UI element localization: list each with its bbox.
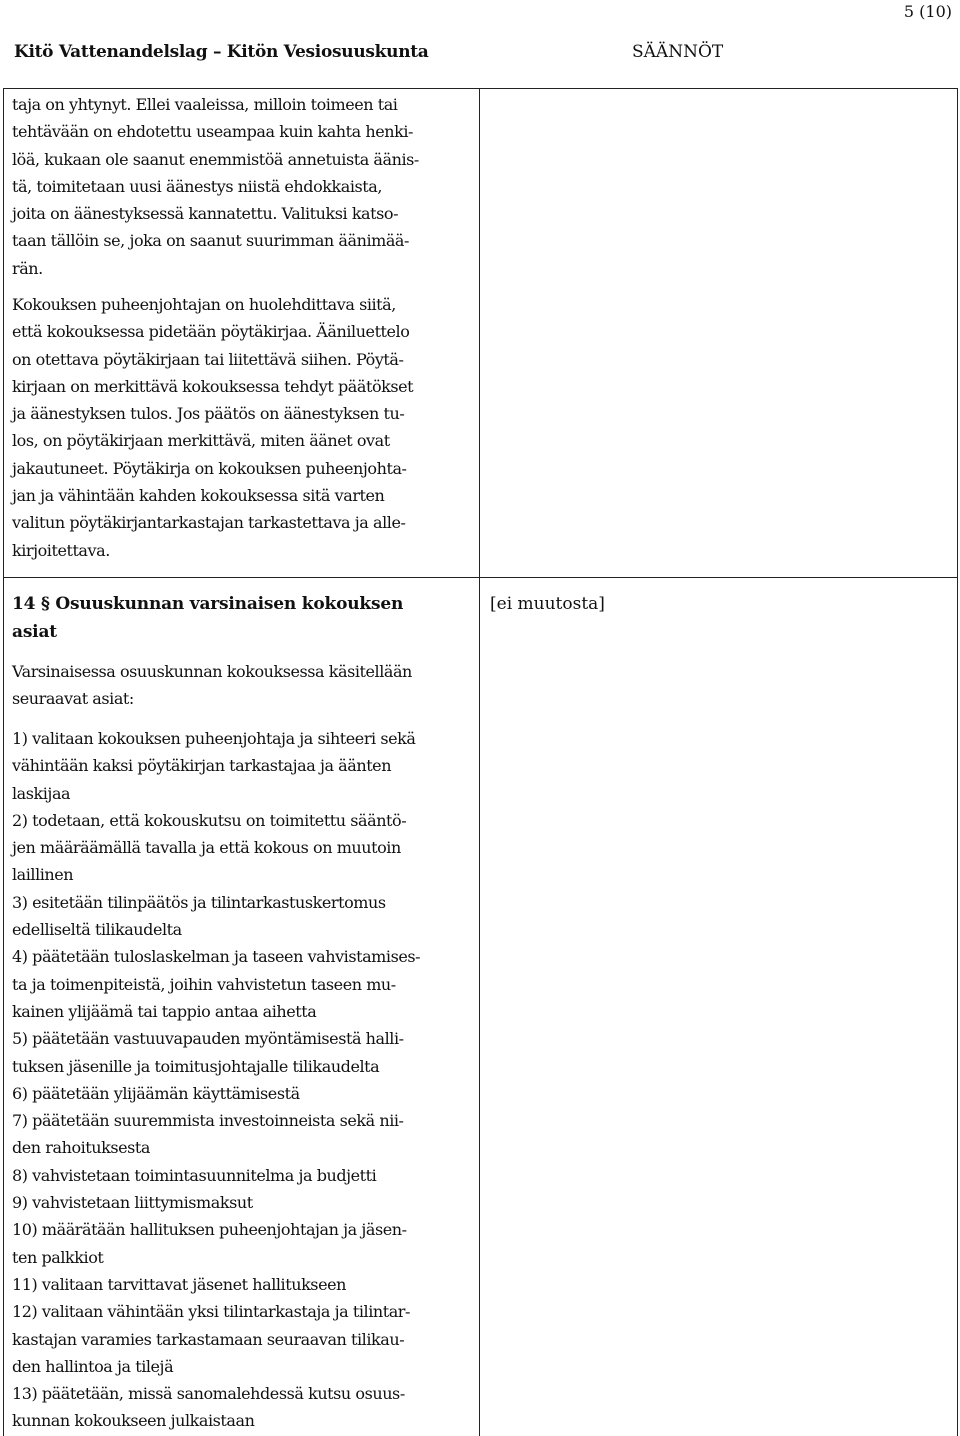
- list-item-line: 6) päätetään ylijäämän käyttämisestä: [12, 1083, 300, 1103]
- table-right-border: [957, 88, 958, 1436]
- text-line: että kokouksessa pidetään pöytäkirjaa. Ääniluettelo: [12, 322, 410, 342]
- text-line: tä, toimitetaan uusi äänestys niistä ehdokkaista,: [12, 176, 382, 196]
- list-item-line: vähintään kaksi pöytäkirjan tarkastajaa ja äänten: [12, 756, 392, 776]
- table-column-divider: [479, 88, 480, 1436]
- text-line: joita on äänestyksessä kannatettu. Valituksi katso-: [12, 204, 399, 224]
- table-row-divider: [3, 577, 958, 578]
- paragraph-voting-rules: [12, 91, 478, 282]
- paragraph-meeting-minutes: [12, 291, 478, 564]
- page-number: 5 (10): [903, 2, 952, 21]
- list-item-line: kunnan kokoukseen julkaistaan: [12, 1411, 255, 1431]
- list-item-line: 8) vahvistetaan toimintasuunnitelma ja budjetti: [12, 1165, 377, 1185]
- change-note: [ei muutosta]: [490, 594, 605, 614]
- table-left-border: [3, 88, 4, 1436]
- list-item-line: 2) todetaan, että kokouskutsu on toimitettu sääntö-: [12, 810, 407, 830]
- list-item-line: kastajan varamies tarkastamaan seuraavan tilikau-: [12, 1329, 405, 1349]
- list-item-line: 1) valitaan kokouksen puheenjohtaja ja sihteeri sekä: [12, 729, 416, 748]
- heading-line: asiat: [12, 621, 57, 642]
- list-item-line: laskijaa: [12, 783, 71, 803]
- list-item-line: 10) määrätään hallituksen puheenjohtajan ja jäsen-: [12, 1220, 407, 1240]
- list-item-line: tuksen jäsenille ja toimitusjohtajalle tilikaudelta: [12, 1056, 380, 1076]
- text-line: Kokouksen puheenjohtajan on huolehdittava siitä,: [12, 295, 396, 314]
- list-item-line: ten palkkiot: [12, 1247, 104, 1267]
- text-line: seuraavat asiat:: [12, 689, 134, 709]
- table-top-border: [3, 88, 958, 89]
- list-item-line: 13) päätetään, missä sanomalehdessä kutsu osuus-: [12, 1384, 405, 1404]
- list-item-line: 5) päätetään vastuuvapauden myöntämisestä halli-: [12, 1029, 404, 1049]
- section-14-agenda-list: [12, 725, 478, 1435]
- text-line: los, on pöytäkirjaan merkittävä, miten äänet ovat: [12, 431, 390, 451]
- text-line: ja äänestyksen tulos. Jos päätös on äänestyksen tu-: [12, 404, 405, 424]
- text-line: jakautuneet. Pöytäkirja on kokouksen puheenjohta-: [12, 458, 407, 478]
- list-item-line: den hallintoa ja tilejä: [12, 1356, 174, 1376]
- list-item-line: kainen ylijäämä tai tappio antaa aihetta: [12, 1001, 317, 1021]
- list-item-line: laillinen: [12, 865, 74, 885]
- text-line: Varsinaisessa osuuskunnan kokouksessa käsitellään: [12, 662, 412, 681]
- text-line: taan tällöin se, joka on saanut suurimman äänimää-: [12, 231, 409, 251]
- list-item-line: 7) päätetään suuremmista investoinneista sekä nii-: [12, 1111, 404, 1131]
- text-line: taja on yhtynyt. Ellei vaaleissa, milloin toimeen tai: [12, 95, 398, 114]
- text-line: kirjaan on merkittävä kokouksessa tehdyt päätökset: [12, 376, 414, 396]
- list-item-line: ta ja toimenpiteistä, joihin vahvistetun taseen mu-: [12, 974, 396, 994]
- text-line: valitun pöytäkirjantarkastajan tarkastettava ja alle-: [12, 513, 406, 533]
- list-item-line: den rahoituksesta: [12, 1138, 150, 1158]
- text-line: rän.: [12, 258, 43, 278]
- document-type-label: SÄÄNNÖT: [632, 42, 724, 62]
- list-item-line: jen määräämällä tavalla ja että kokous on muutoin: [12, 838, 401, 858]
- section-14-intro: [12, 658, 478, 713]
- list-item-line: 4) päätetään tuloslaskelman ja taseen vahvistamises-: [12, 947, 421, 967]
- text-line: on otettava pöytäkirjaan tai liitettävä siihen. Pöytä-: [12, 349, 404, 369]
- text-line: löä, kukaan ole saanut enemmistöä annetuista äänis-: [12, 149, 419, 169]
- section-14-heading: [12, 591, 478, 646]
- text-line: kirjoitettava.: [12, 540, 110, 560]
- list-item-line: 11) valitaan tarvittavat jäsenet hallitukseen: [12, 1274, 346, 1294]
- document-header-title: Kitö Vattenandelslag – Kitön Vesiosuuskunta: [14, 42, 429, 62]
- list-item-line: 9) vahvistetaan liittymismaksut: [12, 1193, 253, 1213]
- list-item-line: edelliseltä tilikaudelta: [12, 920, 182, 940]
- heading-line: 14 § Osuuskunnan varsinaisen kokouksen: [12, 594, 404, 614]
- text-line: tehtävään on ehdotettu useampaa kuin kahta henki-: [12, 122, 413, 142]
- list-item-line: 3) esitetään tilinpäätös ja tilintarkastuskertomus: [12, 892, 386, 912]
- text-line: jan ja vähintään kahden kokouksessa sitä varten: [12, 486, 385, 506]
- list-item-line: 12) valitaan vähintään yksi tilintarkastaja ja tilintar-: [12, 1302, 410, 1322]
